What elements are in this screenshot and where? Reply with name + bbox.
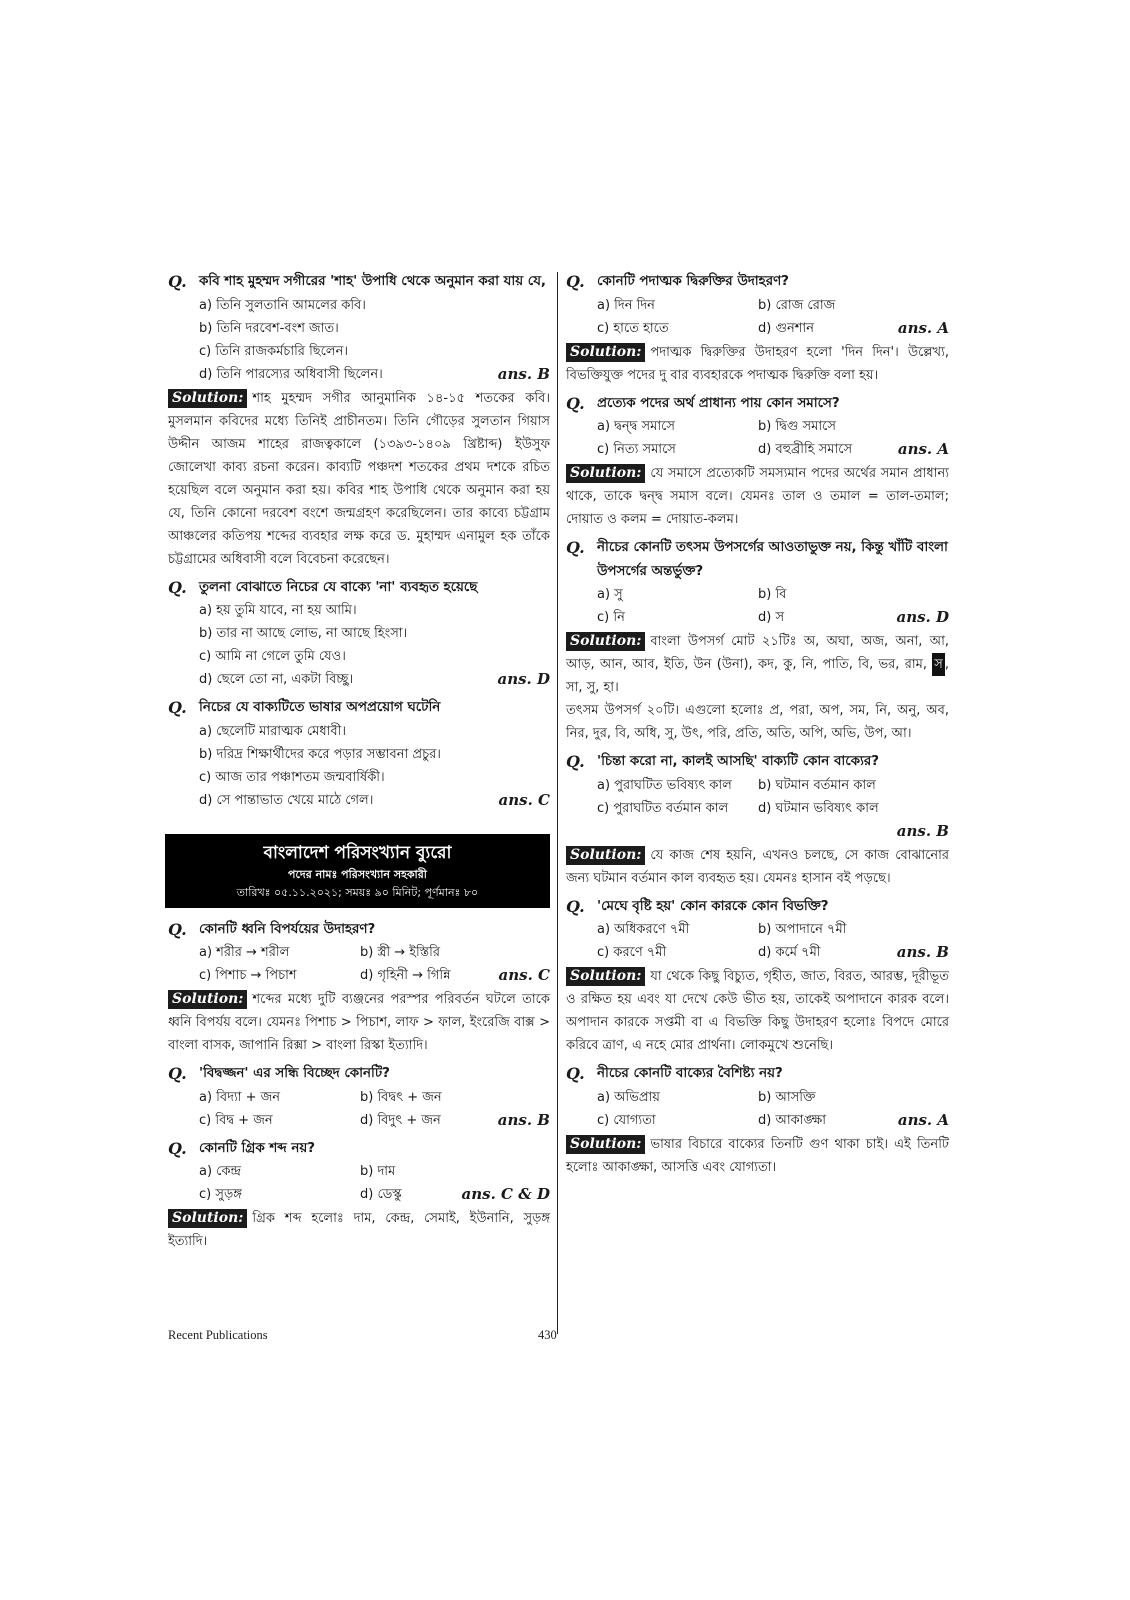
option-a: a) বিদ্যা + জন [199, 1089, 281, 1105]
question-marker: Q. [566, 896, 585, 916]
exam-banner [165, 834, 550, 908]
solution-text: পদাত্মক দ্বিরুক্তির উদাহরণ হলো 'দিন দিন'। উল্লেখ্য, বিভক্তিযুক্ত পদের দু বার ব্যবহারকে পদাত্মক দ্বিরুক্তি বলা হয়। [566, 344, 949, 383]
option-c: c) হাতে হাতে [597, 320, 669, 336]
option-b: b) আসক্তি [758, 1089, 816, 1105]
options [566, 1086, 949, 1132]
option-c: c) করণে ৭মী [597, 945, 667, 960]
option-c: c) বিদ্ব + জন [199, 1112, 273, 1128]
solution-label: Solution: [168, 389, 247, 408]
option-b: b) বি [758, 587, 787, 602]
banner-title: বাংলাদেশ পরিসংখ্যান ব্যুরো [263, 842, 452, 863]
answer: ans. C & D [461, 1185, 550, 1203]
question-marker: Q. [566, 393, 585, 413]
question-marker: Q. [168, 698, 187, 717]
option-a: a) পুরাঘটিত ভবিষ্যৎ কাল [597, 777, 732, 793]
solution [566, 341, 949, 387]
solution [566, 630, 949, 745]
option-d: d) স [758, 610, 785, 625]
question [566, 1062, 949, 1086]
options [566, 774, 949, 843]
option-d: d) তিনি পারস্যের অধিবাসী ছিলেন। [199, 366, 383, 382]
answer: ans. A [897, 318, 949, 337]
question [168, 918, 550, 942]
option-a: a) কেন্দ্র [199, 1164, 242, 1179]
answer: ans. D [497, 670, 550, 688]
solution-label: Solution: [168, 1209, 247, 1228]
option-c: c) তিনি রাজকর্মচারি ছিলেন। [199, 343, 349, 359]
option-a: a) ছেলেটি মারাত্মক মেধাবী। [199, 723, 346, 739]
option-b: b) দাম [360, 1164, 396, 1179]
question [168, 1137, 550, 1161]
solution-paragraph: তৎসম উপসর্গ ২০টি। এগুলো হলোঃ প্র, পরা, অপ, সম, নি, অনু, অব, নির, দুর, বি, অধি, সু, উৎ, পরি, প্রতি, অতি, অপি, অভি, উপ, আ। [566, 703, 949, 741]
question [566, 270, 949, 294]
option-a: a) শরীর → শরীল [199, 945, 290, 960]
column-divider [557, 272, 558, 1334]
option-b: b) দরিদ্র শিক্ষার্থীদের করে পড়ার সম্ভাবনা প্রচুর। [199, 746, 441, 762]
answer: ans. C [498, 790, 550, 809]
options [168, 720, 550, 812]
question-text: নিচের যে বাক্যটিতে ভাষার অপপ্রয়োগ ঘটেনি [199, 700, 441, 715]
option-c: c) সুড়ঙ্গ [199, 1187, 242, 1202]
option-c: c) আজ তার পঞ্চাশতম জন্মবার্ষিকী। [199, 769, 385, 785]
option-b: b) তিনি দরবেশ-বংশ জাত। [199, 320, 339, 336]
answer: ans. A [897, 1110, 949, 1129]
question-marker: Q. [566, 538, 585, 557]
solution [168, 988, 550, 1057]
question-marker: Q. [168, 272, 187, 291]
option-d: d) ছেলে তো না, একটা বিচ্ছু। [199, 672, 354, 687]
solution-label: Solution: [566, 1135, 645, 1154]
option-b: b) অপাদানে ৭মী [758, 922, 847, 937]
option-d: d) কর্মে ৭মী [758, 945, 821, 960]
answer: ans. D [896, 608, 949, 626]
question-text: নীচের কোনটি তৎসম উপসর্গের আওতাভুক্ত নয়, কিন্তু খাঁটি বাংলা উপসর্গের অন্তর্ভুক্ত? [597, 540, 948, 579]
option-c: c) নিত্য সমাসে [597, 442, 676, 457]
solution [566, 1133, 949, 1179]
options [566, 918, 949, 964]
question [168, 576, 550, 600]
option-b: b) বিদ্বৎ + জন [360, 1089, 442, 1105]
option-c: c) পিশাচ → পিচাশ [199, 968, 297, 983]
question [566, 536, 949, 583]
question-text: প্রত্যেক পদের অর্থ প্রাধান্য পায় কোন সমাসে? [597, 395, 840, 411]
option-a: a) অভিপ্রায় [597, 1089, 660, 1105]
highlighted-prefix: স [932, 653, 945, 676]
question-text: নীচের কোনটি বাক্যের বৈশিষ্ট্য নয়? [597, 1066, 783, 1081]
question [566, 895, 949, 919]
question-marker: Q. [566, 1064, 585, 1083]
option-c: c) পুরাঘটিত বর্তমান কাল [597, 800, 729, 816]
solution [566, 844, 949, 890]
option-d: d) গৃহিনী → গিন্নি [360, 968, 451, 983]
option-c: c) যোগ্যতা [597, 1112, 656, 1128]
option-d: d) সে পান্তাভাত খেয়ে মাঠে গেল। [199, 792, 374, 808]
options [168, 1086, 550, 1132]
option-b: b) তার না আছে লোভ, না আছে হিংসা। [199, 626, 408, 641]
solution-text: ভাষার বিচারে বাক্যের তিনটি গুণ থাকা চাই। এই তিনটি হলোঃ আকাঙ্ক্ষা, আসত্তি এবং যোগ্যতা। [566, 1136, 949, 1175]
question [566, 392, 949, 416]
options [168, 941, 550, 987]
question-marker: Q. [168, 577, 187, 597]
question-marker: Q. [168, 1064, 187, 1083]
option-d: d) বহুব্রীহি সমাসে [758, 442, 853, 457]
options [168, 294, 550, 386]
solution-text: যে সমাসে প্রত্যেকটি সমস্যমান পদের অর্থের সমান প্রাধান্য থাকে, তাকে দ্বন্দ্ব সমাস বলে। যেমনঃ তাল ও তমাল = তাল-তমাল; দোয়াত ও কলম = দোয়াত-কলম। [566, 466, 949, 527]
question-text: তুলনা বোঝাতে নিচের যে বাক্যে 'না' ব্যবহৃত হয়েছে [199, 579, 478, 595]
answer: ans. C [498, 966, 550, 984]
options [566, 294, 949, 340]
right-column [566, 270, 949, 1179]
option-d: d) আকাঙ্ক্ষা [758, 1112, 827, 1128]
options [168, 599, 550, 691]
question [168, 1062, 550, 1086]
question-text: 'মেঘে বৃষ্টি হয়' কোন কারকে কোন বিভক্তি? [597, 898, 829, 914]
solution-text: শাহ মুহম্মদ সগীর আনুমানিক ১৪-১৫ শতকের কবি। মুসলমান কবিদের মধ্যে তিনিই প্রাচীনতম। তিনি গৌড়ের সুলতান গিয়াস উদ্দীন আজম শাহের রাজত্বকালে (১৩৯৩-১৪০৯ খ্রিষ্টাব্দ) ইউসুফ জোলেখা কাব্য রচনা করেন। কাব্যটি পঞ্চদশ শতকের প্রথম দশকে রচিত হয়েছিল বলে অনুমান করা হয়। কবির শাহ উপাধি থেকে অনুমান করা হয় যে, তিনি কোনো দরবেশ বংশে জন্মগ্রহণ করেছিলেন। তার কাব্যে চট্টগ্রাম আঞ্চলের কতিপয় শব্দের ব্যবহার লক্ষ করে ড. মুহাম্মদ এনামুল হক তাঁকে চট্টগ্রামের অধিবাসী বলে বিবেচনা করেছেন। [168, 390, 550, 567]
options [566, 415, 949, 461]
question-text: 'বিদ্বজ্জন' এর সন্ধি বিচ্ছেদ কোনটি? [199, 1066, 390, 1081]
solution-text: বাংলা উপসর্গ মোট ২১টিঃ অ, অঘা, অজ, অনা, আ, আড়, আন, আব, ইতি, উন (উনা), কদ, কু, নি, পাতি, বি, ভর, রাম, [566, 634, 949, 672]
solution-label: Solution: [566, 846, 645, 865]
option-d: d) ডেস্কু [360, 1187, 402, 1202]
question [168, 270, 550, 294]
option-b: b) স্ত্রী → ইস্তিরি [360, 945, 440, 960]
option-a: a) অধিকরণে ৭মী [597, 922, 690, 937]
solution [566, 965, 949, 1057]
solution-label: Solution: [566, 632, 645, 651]
solution [566, 462, 949, 531]
answer: ans. B [497, 1110, 550, 1129]
solution-label: Solution: [168, 990, 247, 1009]
question-text: কোনটি পদাত্মক দ্বিরুক্তির উদাহরণ? [597, 274, 789, 289]
option-c: c) আমি না গেলে তুমি যেও। [199, 649, 346, 664]
question [168, 696, 550, 720]
option-b: b) রোজ রোজ [758, 297, 836, 313]
question-text: কবি শাহ মুহম্মদ সগীরের 'শাহ' উপাধি থেকে অনুমান করা যায় যে, [199, 274, 546, 289]
banner-meta: তারিখঃ ০৫.১১.২০২১; সময়ঃ ৯০ মিনিট; পূর্ণমানঃ ৮০ [236, 885, 479, 899]
solution-text: যা থেকে কিছু বিচ্যুত, গৃহীত, জাত, বিরত, আরম্ভ, দূরীভূত ও রক্ষিত হয় এবং যা দেখে কেউ ভীত হয়, তাকেই অপাদানে কারক বলে। অপাদান কারকে সপ্তমী বা এ বিভক্তি কিছু উদাহরণ হলোঃ বিপদে মোরে করিবে ত্রাণ, এ নহে মোর প্রার্থনা। লোকমুখে শুনেছি। [566, 969, 949, 1053]
left-column [168, 270, 550, 1253]
solution [168, 1207, 550, 1253]
options [566, 583, 949, 629]
option-d: d) বিদুৎ + জন [360, 1112, 441, 1128]
option-a: a) দিন দিন [597, 297, 655, 313]
solution-label: Solution: [566, 343, 645, 362]
option-b: b) ঘটমান বর্তমান কাল [758, 777, 876, 793]
solution-text: যে কাজ শেষ হয়নি, এখনও চলছে, সে কাজ বোঝানোর জন্য ঘটমান বর্তমান কাল ব্যবহৃত হয়। যেমনঃ হাসান বই পড়ছে। [566, 847, 949, 886]
answer: ans. B [896, 943, 949, 961]
question-text: কোনটি গ্রিক শব্দ নয়? [199, 1140, 315, 1156]
question-marker: Q. [168, 1138, 187, 1158]
question-text: 'চিন্তা করো না, কালই আসছি' বাক্যটি কোন বাক্যের? [597, 754, 880, 769]
solution-text: শব্দের মধ্যে দুটি ব্যঞ্জনের পরস্পর পরিবর্তন ঘটলে তাকে ধ্বনি বিপর্যয় বলে। যেমনঃ পিশাচ > পিচাশ, লাফ > ফাল, ইংরেজি বাক্স > বাংলা বাসক, জাপানি রিক্সা > বাংলা রিস্কা ইত্যাদি। [168, 992, 550, 1053]
footer-publisher: Recent Publications [168, 1328, 268, 1342]
solution-label: Solution: [566, 967, 645, 986]
solution-label: Solution: [566, 464, 645, 483]
page-number: 430 [538, 1328, 557, 1342]
question-marker: Q. [566, 752, 585, 771]
option-a: a) সু [597, 587, 623, 602]
answer: ans. B [896, 821, 949, 840]
option-b: b) দ্বিগু সমাসে [758, 419, 836, 434]
options [168, 1160, 550, 1206]
answer: ans. A [897, 440, 949, 458]
question-text: কোনটি ধ্বনি বিপর্যয়ের উদাহরণ? [199, 921, 376, 937]
solution [168, 387, 550, 571]
option-c: c) নি [597, 610, 625, 625]
option-d: d) গুনশান [758, 320, 814, 336]
option-d: d) ঘটমান ভবিষ্যৎ কাল [758, 800, 879, 816]
option-a: a) দ্বন্দ্ব সমাসে [597, 419, 675, 434]
solution-text: , সা, সু, হা। [566, 657, 949, 695]
question [566, 750, 949, 774]
option-a: a) হয় তুমি যাবে, না হয় আমি। [199, 603, 357, 618]
answer: ans. B [497, 364, 550, 383]
question-marker: Q. [566, 272, 585, 291]
option-a: a) তিনি সুলতানি আমলের কবি। [199, 297, 366, 313]
banner-post: পদের নামঃ পরিসংখ্যান সহকারী [288, 867, 427, 881]
question-marker: Q. [168, 919, 187, 939]
solution-text: গ্রিক শব্দ হলোঃ দাম, কেন্দ্র, সেমাই, ইউনানি, সুড়ঙ্গ ইত্যাদি। [168, 1211, 550, 1249]
